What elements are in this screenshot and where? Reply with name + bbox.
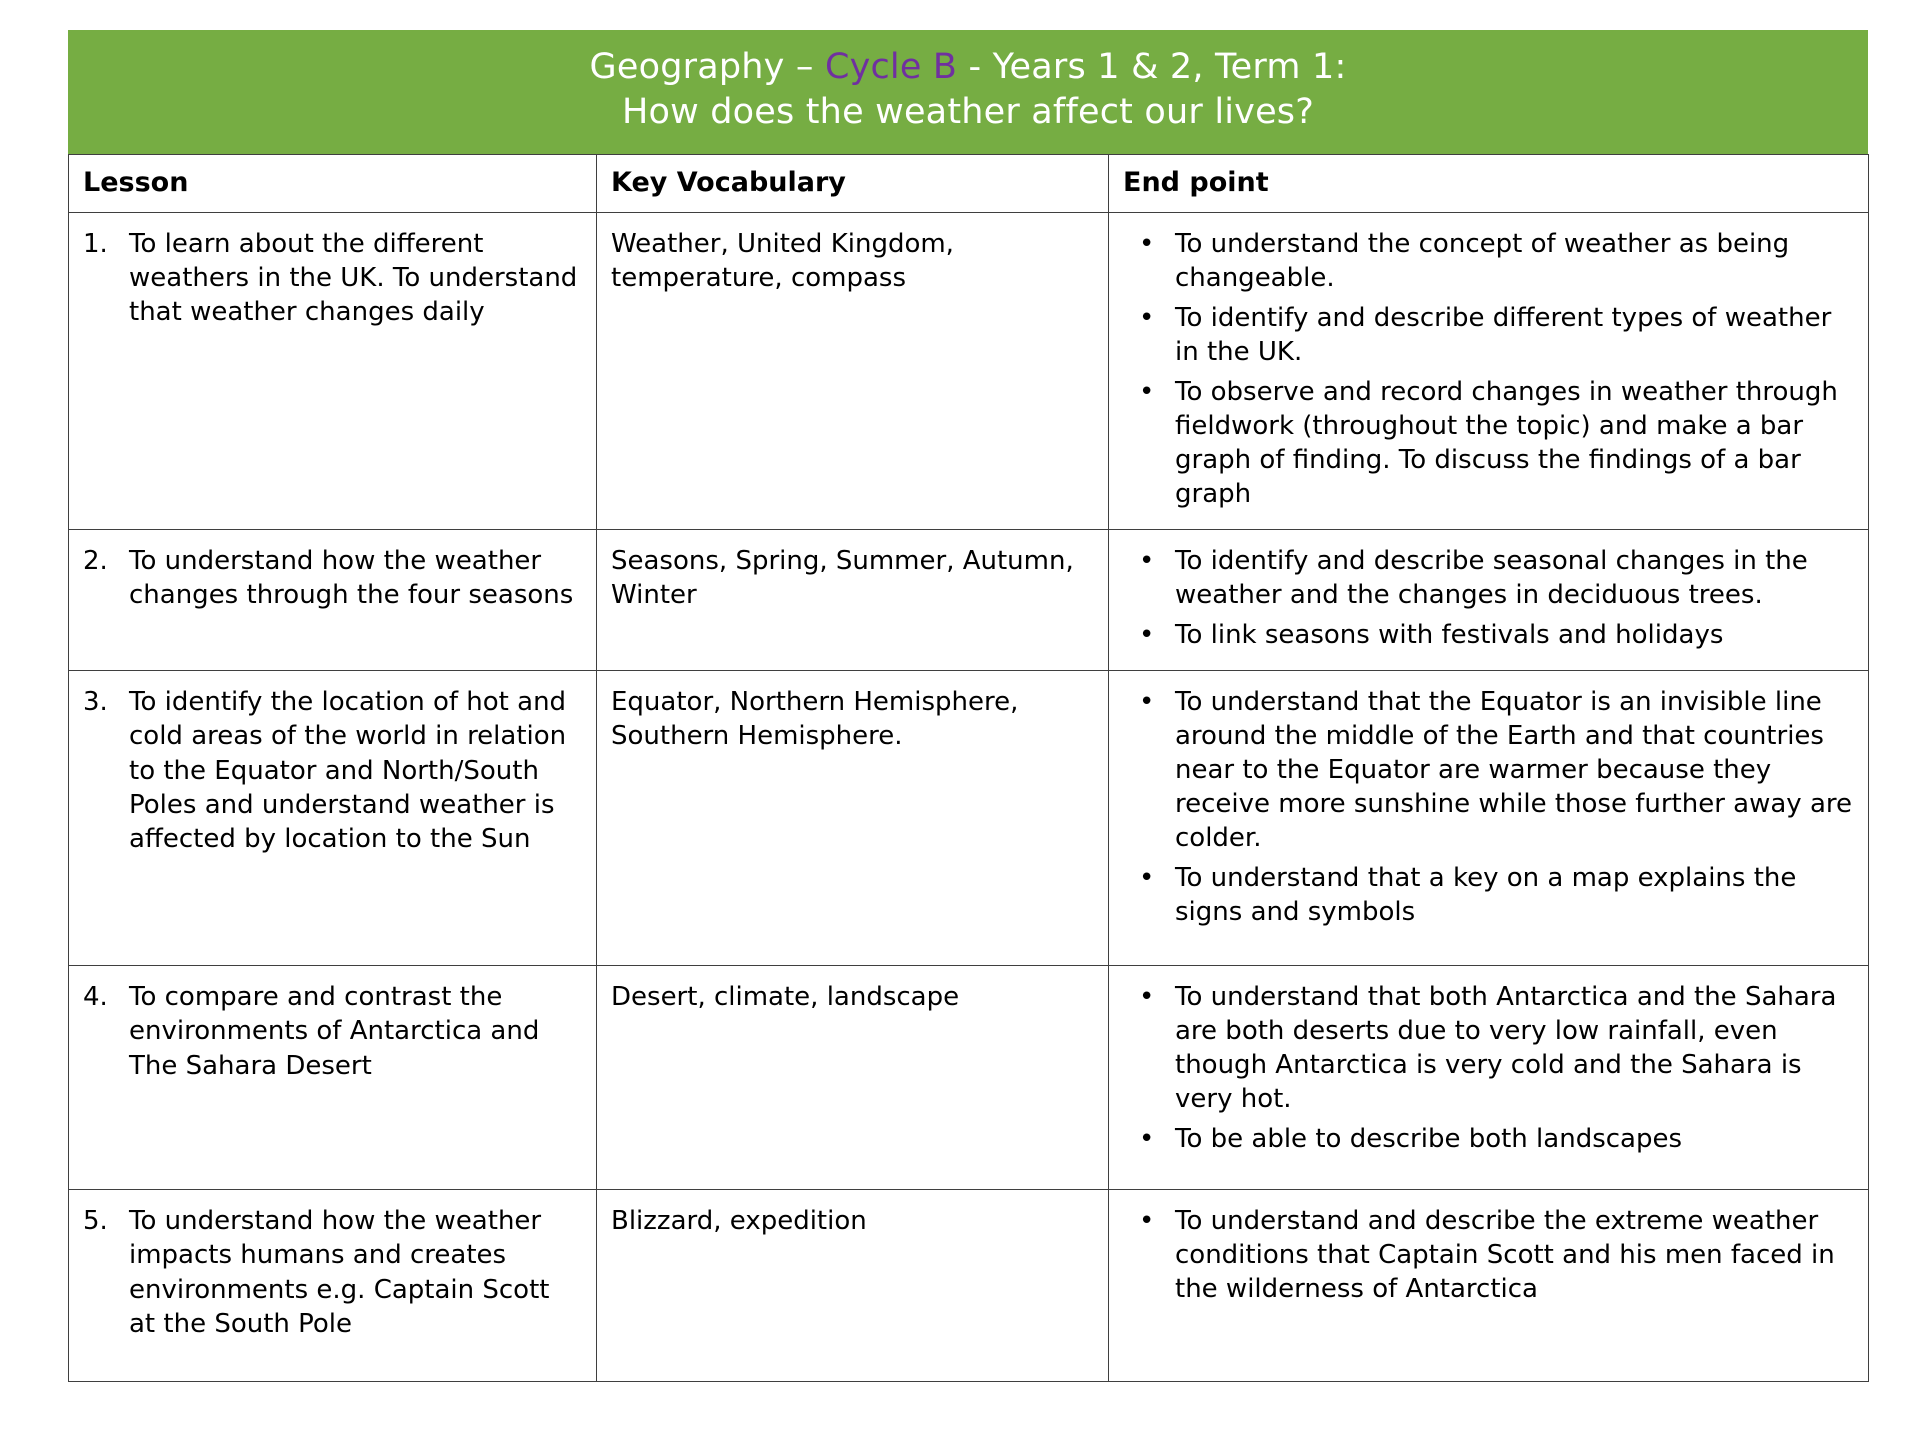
- vocabulary-cell: [597, 671, 1109, 966]
- vocabulary-text: Weather, United Kingdom, temperature, compass: [611, 228, 954, 293]
- bullet-icon: •: [1139, 687, 1155, 718]
- table-body: [69, 212, 1869, 1382]
- bullet-icon: •: [1139, 302, 1155, 333]
- bullet-icon: •: [1139, 620, 1155, 651]
- endpoint-text: To understand that both Antarctica and the Sahara are both deserts due to very low rainfall, even though Antarctica is very cold and the Sahara is very hot.: [1175, 982, 1837, 1115]
- lesson-number: 5.: [83, 1206, 108, 1237]
- endpoint-text: To be able to describe both landscapes: [1175, 1124, 1683, 1155]
- endpoint-text: To understand and describe the extreme weather conditions that Captain Scott and his men faced in the wilderness of Antarctica: [1175, 1206, 1835, 1305]
- title-line-2: How does the weather affect our lives?: [621, 91, 1315, 132]
- endpoint-item: [1123, 375, 1852, 511]
- endpoint-item: [1123, 861, 1852, 929]
- table-row: [69, 1190, 1869, 1382]
- curriculum-table: [68, 154, 1869, 1383]
- table-row: [69, 966, 1869, 1190]
- lesson-objective: To understand how the weather changes through the four seasons: [129, 545, 574, 611]
- vocabulary-text: Blizzard, expedition: [611, 1206, 867, 1237]
- bullet-icon: •: [1139, 1124, 1155, 1155]
- endpoint-text: To understand that the Equator is an invisible line around the middle of the Earth and that countries near to the Equator are warmer because they receive more sunshine while those further away are colder.: [1175, 687, 1852, 854]
- vocabulary-text: Equator, Northern Hemisphere, Southern Hemisphere.: [611, 687, 1019, 752]
- title-line-1: [89, 45, 1847, 90]
- endpoint-text: To identify and describe different types of weather in the UK.: [1175, 302, 1832, 367]
- endpoint-item: [1123, 1122, 1852, 1156]
- bullet-icon: •: [1139, 982, 1155, 1013]
- column-header-lesson: Lesson: [69, 154, 597, 212]
- table-header-row: [69, 154, 1869, 212]
- endpoint-item: [1123, 685, 1852, 855]
- endpoint-item: [1123, 980, 1852, 1116]
- lesson-objective: To compare and contrast the environments of Antarctica and The Sahara Desert: [129, 982, 540, 1081]
- endpoint-cell: [1109, 1190, 1869, 1382]
- lesson-number: 4.: [83, 982, 108, 1013]
- bullet-icon: •: [1139, 376, 1155, 407]
- endpoint-item: [1123, 1204, 1852, 1306]
- endpoint-cell: [1109, 966, 1869, 1190]
- lesson-cell: [69, 671, 597, 966]
- endpoint-item: [1123, 301, 1852, 369]
- lesson-cell: [69, 966, 597, 1190]
- lesson-objective: To identify the location of hot and cold areas of the world in relation to the Equator and North/South Poles and understand weather is affected by location to the Sun: [129, 687, 567, 855]
- endpoint-item: [1123, 227, 1852, 295]
- endpoint-list: [1123, 685, 1852, 929]
- title-subject: Geography –: [589, 47, 825, 87]
- endpoint-list: [1123, 1204, 1852, 1306]
- column-header-key-vocabulary: Key Vocabulary: [597, 154, 1109, 212]
- endpoint-cell: [1109, 671, 1869, 966]
- bullet-icon: •: [1139, 228, 1155, 259]
- endpoint-list: [1123, 227, 1852, 511]
- bullet-icon: •: [1139, 863, 1155, 894]
- lesson-cell: [69, 529, 597, 670]
- vocabulary-cell: [597, 966, 1109, 1190]
- endpoint-list: [1123, 980, 1852, 1156]
- endpoint-text: To link seasons with festivals and holidays: [1175, 620, 1724, 651]
- endpoint-item: [1123, 544, 1852, 612]
- vocabulary-text: Seasons, Spring, Summer, Autumn, Winter: [611, 545, 1074, 611]
- lesson-number: 1.: [83, 228, 108, 259]
- curriculum-sheet: [68, 30, 1868, 1382]
- endpoint-text: To identify and describe seasonal changes in the weather and the changes in deciduous trees.: [1175, 545, 1808, 611]
- vocabulary-cell: [597, 529, 1109, 670]
- lesson-number: 2.: [83, 545, 108, 576]
- endpoint-list: [1123, 544, 1852, 652]
- lesson-objective: To understand how the weather impacts humans and creates environments e.g. Captain Scott at the South Pole: [129, 1206, 550, 1340]
- lesson-cell: [69, 1190, 597, 1382]
- bullet-icon: •: [1139, 1206, 1155, 1237]
- lesson-objective: To learn about the different weathers in the UK. To understand that weather changes daily: [129, 228, 578, 328]
- title-years-term: - Years 1 & 2, Term 1:: [957, 47, 1347, 87]
- column-header-end-point: End point: [1109, 154, 1869, 212]
- table-row: [69, 671, 1869, 966]
- lesson-cell: [69, 212, 597, 529]
- endpoint-cell: [1109, 529, 1869, 670]
- vocabulary-cell: [597, 1190, 1109, 1382]
- endpoint-text: To understand that a key on a map explains the signs and symbols: [1175, 863, 1797, 928]
- endpoint-text: To observe and record changes in weather through fieldwork (throughout the topic) and make a bar graph of finding. To discuss the findings of a bar graph: [1175, 376, 1838, 509]
- title-cycle: Cycle B: [824, 47, 958, 87]
- title-banner: [68, 30, 1868, 154]
- table-row: [69, 212, 1869, 529]
- endpoint-cell: [1109, 212, 1869, 529]
- vocabulary-cell: [597, 212, 1109, 529]
- bullet-icon: •: [1139, 545, 1155, 576]
- table-row: [69, 529, 1869, 670]
- endpoint-text: To understand the concept of weather as being changeable.: [1175, 228, 1790, 293]
- lesson-number: 3.: [83, 687, 108, 718]
- vocabulary-text: Desert, climate, landscape: [611, 982, 960, 1013]
- table-head: [69, 154, 1869, 212]
- endpoint-item: [1123, 618, 1852, 652]
